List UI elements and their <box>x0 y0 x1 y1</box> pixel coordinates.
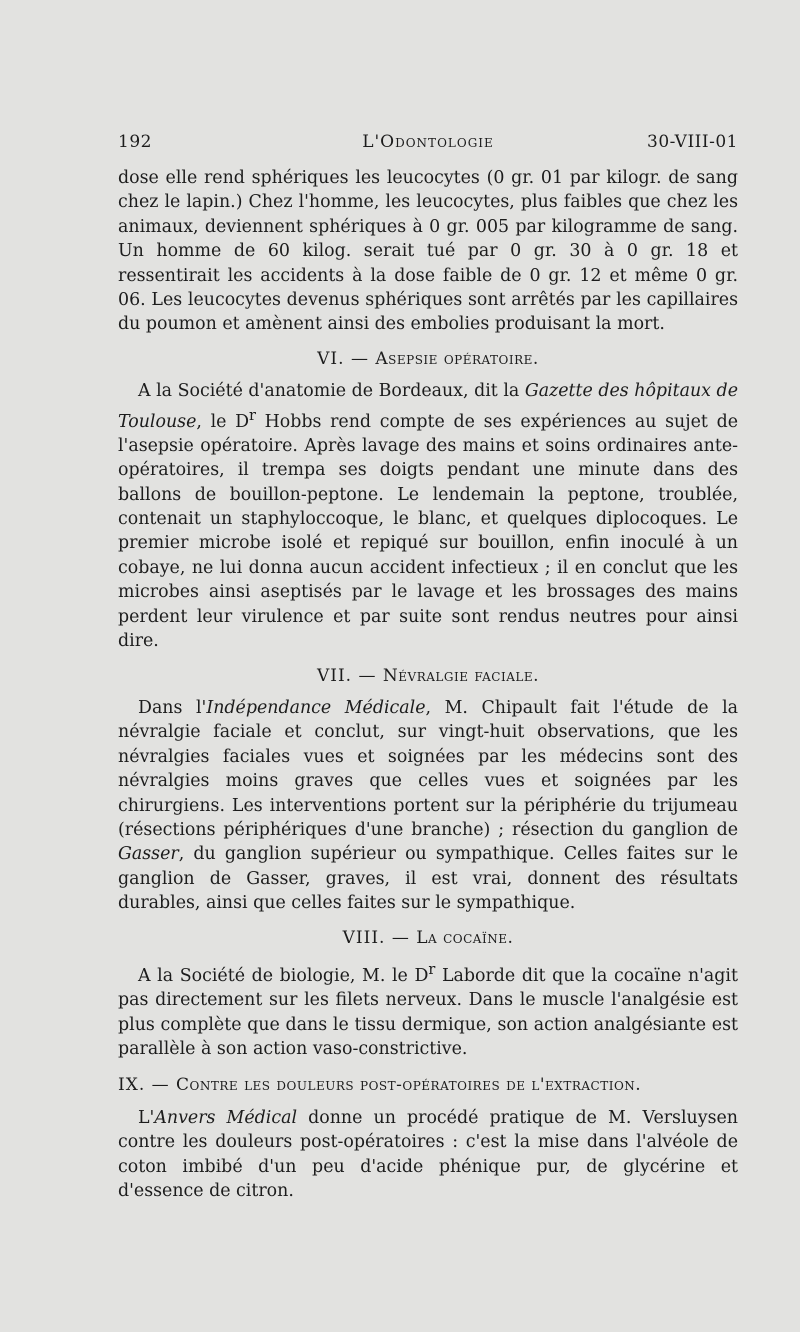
section-heading-vi: VI. — Asepsie opératoire. <box>317 348 539 369</box>
section-heading-vii: VII. — Névralgie faciale. <box>316 665 540 686</box>
section-heading-ix: IX. — Contre les douleurs post-opératoires de l'extraction. <box>118 1075 642 1096</box>
section-heading-viii: VIII. — La cocaïne. <box>342 927 514 948</box>
paragraph-extraction: L'Anvers Médical donne un procédé pratique de M. Versluysen contre les douleurs post-opératoires : c'est la mise dans l'alvéole de coton imbibé d'un peu d'acide phénique pur, de glycérine et d'essence de citron. <box>118 1107 738 1202</box>
journal-name-italic: Indépendance Médicale <box>206 697 426 718</box>
ganglion-name-italic: Gasser <box>118 844 179 865</box>
article-body <box>118 166 738 1203</box>
paragraph-cocaine: A la Société de biologie, M. le $D^r$ Laborde dit que la cocaïne n'agit pas directement sur les filets nerveux. Dans le muscle l'analgésie est plus complète que dans le tissu dermique, son action analgésiante est parallèle à son action vaso-constrictive. <box>118 961 738 1059</box>
journal-title: L'Odontologie <box>362 132 494 152</box>
paragraph-nevralgie: Dans l'Indépendance Médicale, M. Chipault fait l'étude de la névralgie faciale et conclut, sur vingt-huit observations, que les névralgies faciales vues et soignées par les médecins sont des névralgies moins graves que celles vues et soignées par les chirurgiens. Les interventions portent sur la périphérie du trijumeau (résections périphériques d'une branche) ; résection du ganglion de Gasser, du ganglion supérieur ou sympathique. Celles faites sur le ganglion de Gasser, graves, il est vrai, donnent des résultats durables, ainsi que celles faites sur le sympathique. <box>118 697 738 914</box>
paragraph-continued: dose elle rend sphériques les leucocytes (0 gr. 01 par kilogr. de sang chez le lapin.) Chez l'homme, les leucocytes, plus faibles que chez les animaux, deviennent sphériques à 0 gr. 005 par kilogramme de sang. Un homme de 60 kilog. serait tué par 0 gr. 30 à 0 gr. 18 et ressentirait les accidents à la dose faible de 0 gr. 12 et même 0 gr. 06. Les leucocytes devenus sphériques sont arrêtés par les capillaires du poumon et amènent ainsi des embolies produisant la mort. <box>118 168 738 335</box>
page-number: 192 <box>118 132 152 152</box>
journal-name-italic: Gazette des hôpitaux de Toulouse <box>118 381 738 432</box>
issue-date: 30-VIII-01 <box>647 132 738 152</box>
running-header <box>118 132 738 158</box>
journal-name-italic: Anvers Médical <box>154 1107 298 1128</box>
paragraph-asepsie: A la Société d'anatomie de Bordeaux, dit la Gazette des hôpitaux de Toulouse, le $D^r$ Hobbs rend compte de ses expériences au sujet de l'asepsie opératoire. Après lavage des mains et soins ordinaires ante-opératoires, il trempa ses doigts pendant une minute dans des ballons de bouillon-peptone. Le lendemain la peptone, troublée, contenait un staphyloccoque, le blanc, et quelques diplocoques. Le premier microbe isolé et repiqué sur bouillon, enfin inoculé à un cobaye, ne lui donna aucun accident infectieux ; il en conclut que les microbes ainsi aseptisés par le lavage et les brossages des mains perdent leur virulence et par suite sont rendus neutres pour ainsi dire. <box>118 381 738 652</box>
